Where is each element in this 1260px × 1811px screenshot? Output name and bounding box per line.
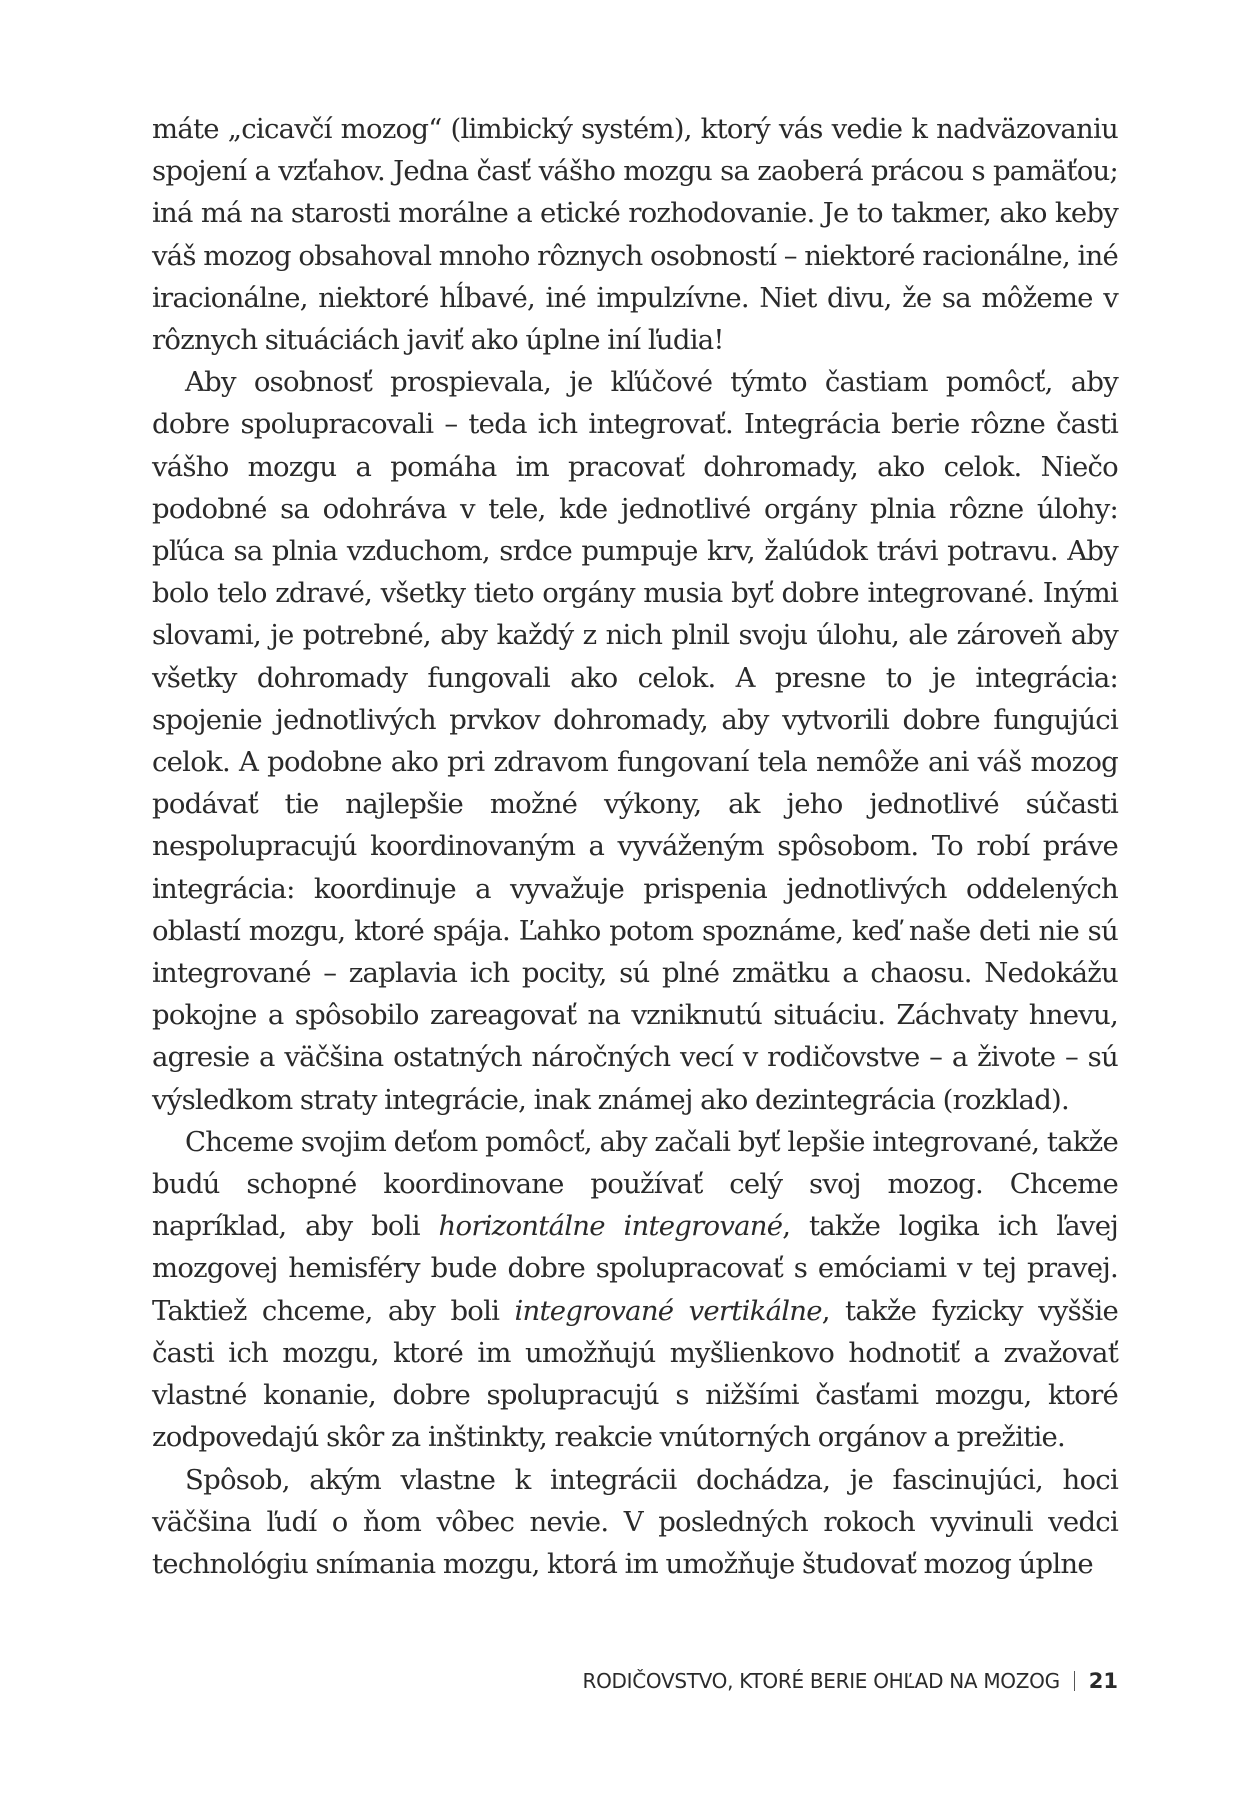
emphasis-text: horizontálne integrované <box>438 1210 783 1243</box>
paragraph <box>152 108 1118 361</box>
body-text <box>152 108 1118 1585</box>
paragraph <box>152 1121 1118 1459</box>
running-head: RODIČOVSTVO, KTORÉ BERIE OHĽAD NA MOZOG <box>582 1669 1060 1693</box>
text-run: , takže logika ich ľavej mozgovej hemisféry bude dobre spolupracovať s emóciami v tej pravej. Taktiež chceme, aby boli <box>152 1210 1118 1327</box>
paragraph <box>152 1459 1118 1586</box>
text-run: Spôsob, akým vlastne k integrácii dochádza, je fascinujúci, hoci väčšina ľudí o ňom vôbec nevie. V posledných rokoch vyvinuli vedci technológiu snímania mozgu, ktorá im umožňuje študovať mozog úplne <box>152 1463 1118 1580</box>
text-run: , takže fyzicky vyššie časti ich mozgu, ktoré im umožňujú myšlienkovo hodnotiť a zvažovať vlastné konanie, dobre spolupracujú s nižšími časťami mozgu, ktoré zodpovedajú skôr za inštinkty, reakcie vnútorných orgánov a prežitie. <box>152 1294 1118 1454</box>
page-footer <box>582 1666 1118 1696</box>
emphasis-text: integrované vertikálne <box>514 1294 822 1327</box>
footer-divider <box>1074 1671 1075 1691</box>
text-run: Aby osobnosť prospievala, je kľúčové týmto častiam pomôcť, aby dobre spolupracovali – teda ich integrovať. Integrácia berie rôzne časti vášho mozgu a pomáha im pracovať dohromady, ako celok. Niečo podobné sa odohráva v tele, kde jednotlivé orgány plnia rôzne úlohy: pľúca sa plnia vzduchom, srdce pumpuje krv, žalúdok trávi potravu. Aby bolo telo zdravé, všetky tieto orgány musia byť dobre integrované. Inými slovami, je potrebné, aby každý z nich plnil svoju úlohu, ale zároveň aby všetky dohromady fungovali ako celok. A presne to je integrácia: spojenie jednotlivých prvkov dohromady, aby vytvorili dobre fungujúci celok. A podobne ako pri zdravom fungovaní tela nemôže ani váš mozog podávať tie najlepšie možné výkony, ak jeho jednotlivé súčasti nespolupracujú koordinovaným a vyváženým spôsobom. To robí práve integrácia: koordinuje a vyvažuje prispenia jednotlivých oddelených oblastí mozgu, ktoré spája. Ľahko potom spoznáme, keď naše deti nie sú integrované – zaplavia ich pocity, sú plné zmätku a chaosu. Nedokážu pokojne a spôsobilo zareagovať na vzniknutú situáciu. Záchvaty hnevu, agresie a väčšina ostatných náročných vecí v rodičovstve – a živote – sú výsledkom straty integrácie, inak známej ako dezintegrácia (rozklad). <box>152 366 1118 1116</box>
text-run: máte „cicavčí mozog“ (limbický systém), ktorý vás vedie k nadväzovaniu spojení a vzťahov. Jedna časť vášho mozgu sa zaoberá prácou s pamäťou; iná má na starosti morálne a etické rozhodovanie. Je to takmer, ako keby váš mozog obsahoval mnoho rôznych osobností – niektoré racionálne, iné iracionálne, niektoré hĺbavé, iné impulzívne. Niet divu, že sa môžeme v rôznych situáciách javiť ako úplne iní ľudia! <box>152 113 1118 357</box>
text-run: Chceme svojim deťom pomôcť, aby začali byť lepšie integrované, takže budú schopné koordinovane používať celý svoj mozog. Chceme napríklad, aby boli <box>152 1125 1118 1243</box>
paragraph <box>152 361 1118 1121</box>
page-number: 21 <box>1088 1669 1118 1693</box>
